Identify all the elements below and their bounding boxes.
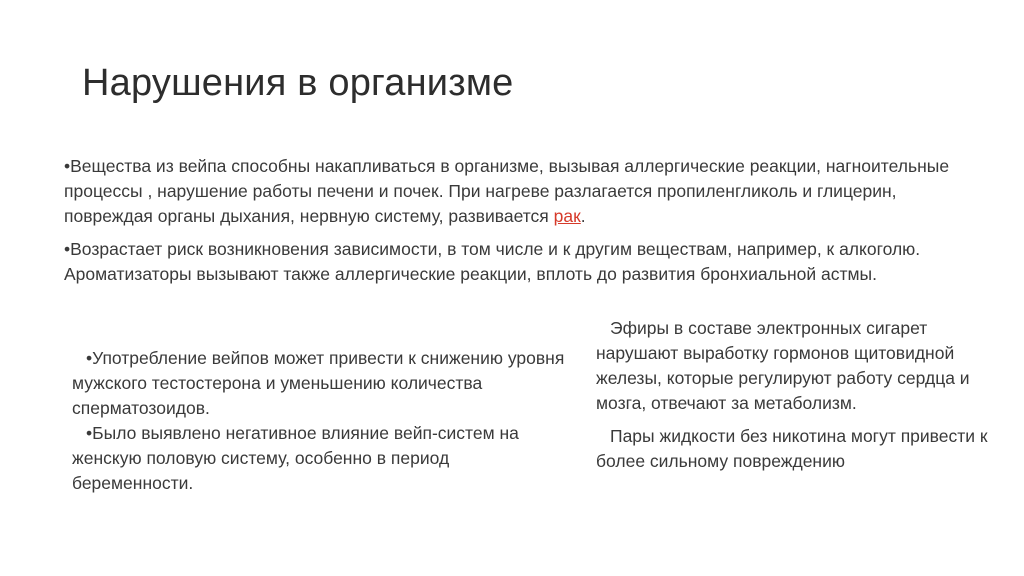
right-paragraph: Пары жидкости без никотина могут привести к более сильному повреждению — [596, 426, 988, 471]
right-paragraph: Эфиры в составе электронных сигарет нарушают выработку гормонов щитовидной железы, которые регулируют работу сердца и мозга, отвечают за метаболизм. — [596, 318, 970, 413]
right-column — [596, 316, 996, 474]
left-column — [72, 346, 572, 496]
left-paragraph: •Употребление вейпов может привести к снижению уровня мужского тестостерона и уменьшению количества сперматозоидов. — [72, 348, 565, 418]
bullet-text-end: . — [580, 206, 586, 226]
cancer-link[interactable]: рак — [553, 206, 581, 226]
bullet-text: •Вещества из вейпа способны накапливаться в организме, вызывая аллергические реакции, нагноительные процессы , нарушение работы печени и почек. При нагреве разлагается пропиленгликоль и глицерин, повреждая органы дыхания, нервную систему, развивается — [64, 156, 950, 226]
left-paragraph: •Было выявлено негативное влияние вейп-систем на женскую половую систему, особенно в период беременности. — [72, 423, 519, 493]
slide-title: Нарушения в организме — [82, 62, 514, 104]
bullet-paragraph — [64, 154, 964, 229]
bullet-paragraph: •Возрастает риск возникновения зависимости, в том числе и к другим веществам, например, к алкоголю. Ароматизаторы вызывают также аллергические реакции, вплоть до развития бронхиальной астмы. — [64, 239, 921, 284]
top-bullets — [64, 154, 964, 287]
